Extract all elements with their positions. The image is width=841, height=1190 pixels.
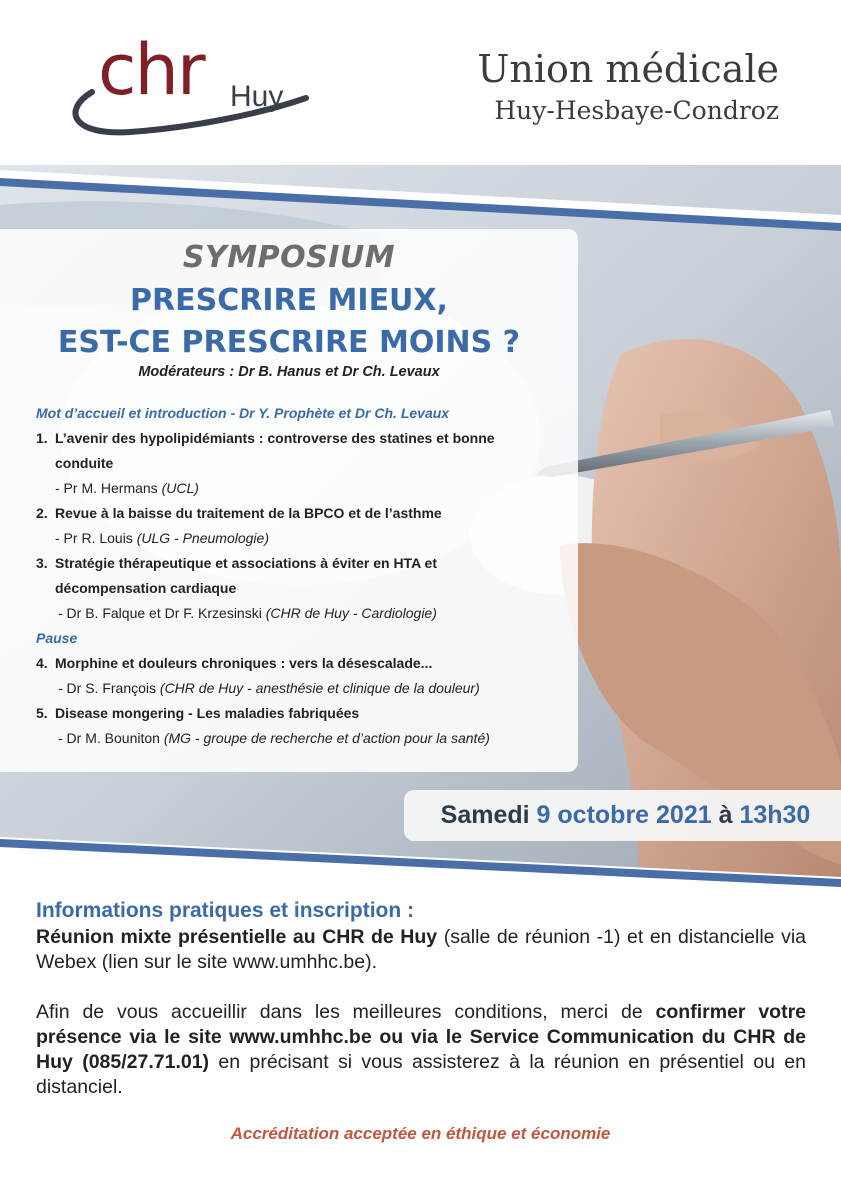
symposium-title (0, 280, 578, 364)
item-title: Stratégie thérapeutique et associations à éviter en HTA et (55, 555, 437, 571)
speaker-line (36, 676, 566, 701)
item-number: 5. (36, 705, 48, 721)
speaker-line (36, 526, 566, 551)
program-list (36, 401, 566, 751)
registration-bold: confirmer votre présence via le site www.umhhc.be ou via le Service Communication du CHR de Huy (085/27.71.01) (36, 1001, 807, 1073)
title-line-2: EST-CE PRESCRIRE MOINS ? (57, 325, 521, 360)
speaker-affiliation: (CHR de Huy - Cardiologie) (265, 605, 437, 621)
speaker-name: - Dr S. François (58, 680, 160, 696)
chr-huy-logo (70, 28, 320, 143)
item-number: 2. (36, 505, 48, 521)
practical-info (36, 897, 806, 1100)
date-day: Samedi (440, 801, 537, 829)
speaker-line (36, 601, 566, 626)
event-date (404, 790, 841, 841)
speaker-affiliation: (UCL) (161, 480, 199, 496)
item-title: Morphine et douleurs chroniques : vers la désescalade... (55, 655, 433, 671)
registration-start: Afin de vous accueillir dans les meilleures conditions, merci de (36, 1001, 656, 1023)
info-heading: Informations pratiques et inscription : (36, 899, 415, 922)
title-line-1: PRESCRIRE MIEUX, (130, 283, 448, 318)
info-paragraph-venue (36, 925, 806, 975)
date-time: 13h30 (739, 801, 811, 829)
program-item-5 (36, 701, 566, 726)
item-title-cont: décompensation cardiaque (55, 580, 237, 596)
date-joiner: à (711, 801, 740, 829)
moderators: Modérateurs : Dr B. Hanus et Dr Ch. Levaux (138, 364, 440, 380)
item-title-cont: conduite (55, 455, 114, 471)
registration-end: en précisant si vous assisterez à la réunion en présentiel ou en distanciel. (36, 1051, 806, 1098)
program-item-1 (36, 426, 566, 476)
venue-bold: Réunion mixte présentielle au CHR de Huy (36, 926, 438, 948)
logo-huy-text: Huy (230, 80, 284, 113)
symposium-label: SYMPOSIUM (182, 240, 396, 275)
speaker-affiliation: (CHR de Huy - anesthésie et clinique de la douleur) (159, 680, 480, 696)
program-item-4 (36, 651, 566, 676)
pause-line: Pause (36, 630, 78, 646)
item-number: 1. (36, 430, 48, 446)
program-item-3 (36, 551, 566, 601)
program-item-2 (36, 501, 566, 526)
item-title: Disease mongering - Les maladies fabriquées (55, 705, 360, 721)
item-title: Revue à la baisse du traitement de la BPCO et de l’asthme (55, 505, 442, 521)
date-value: 9 octobre 2021 (536, 801, 712, 829)
item-number: 4. (36, 655, 48, 671)
speaker-name: - Dr M. Bouniton (58, 730, 164, 746)
organizer-name: Union médicale (477, 47, 779, 91)
item-title: L’avenir des hypolipidémiants : controverse des statines et bonne (55, 430, 495, 446)
accreditation-note: Accréditation acceptée en éthique et économie (230, 1124, 611, 1143)
info-paragraph-registration (36, 1000, 806, 1100)
speaker-affiliation: (MG - groupe de recherche et d’action pour la santé) (163, 730, 490, 746)
welcome-line: Mot d’accueil et introduction - Dr Y. Prophète et Dr Ch. Levaux (36, 405, 450, 421)
logo-chr-text: chr (98, 29, 204, 111)
organizer-title (477, 46, 779, 130)
venue-rest: (salle de réunion -1) et en distancielle via Webex (lien sur le site www.umhhc.be). (36, 926, 806, 973)
speaker-affiliation: (ULG - Pneumologie) (136, 530, 269, 546)
organizer-region: Huy-Hesbaye-Condroz (494, 96, 779, 125)
item-number: 3. (36, 555, 48, 571)
speaker-line (36, 726, 566, 751)
speaker-name: - Pr R. Louis (55, 530, 137, 546)
speaker-name: - Dr B. Falque et Dr F. Krzesinski (58, 605, 266, 621)
speaker-line (36, 476, 566, 501)
speaker-name: - Pr M. Hermans (55, 480, 162, 496)
